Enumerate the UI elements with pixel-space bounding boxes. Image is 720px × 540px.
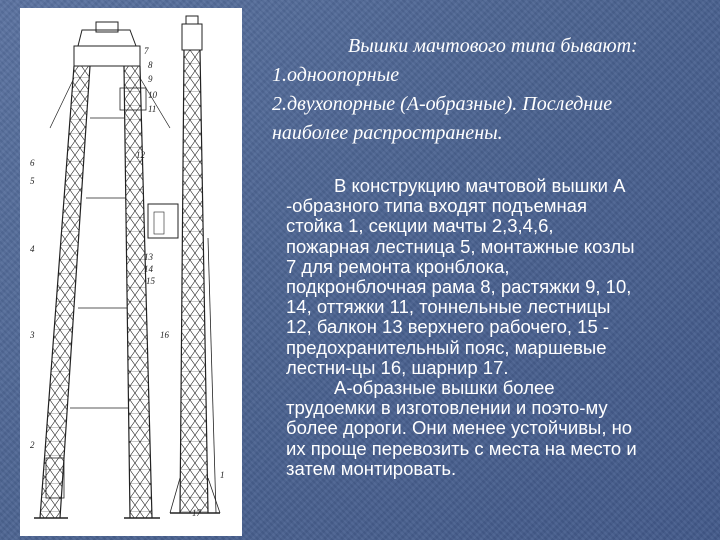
callout-12: 12 bbox=[136, 150, 145, 160]
callout-6: 6 bbox=[30, 158, 35, 168]
heading-line: 2.двухопорные (А-образные). Последние bbox=[272, 93, 613, 115]
callout-5: 5 bbox=[30, 176, 35, 186]
body-line: лестни-цы 16, шарнир 17. bbox=[286, 356, 509, 378]
heading-line: наиболее распространены. bbox=[272, 122, 503, 144]
body-line: А-образные вышки более bbox=[334, 377, 555, 399]
body-line: предохранительный пояс, маршевые bbox=[286, 336, 607, 358]
callout-4: 4 bbox=[30, 244, 35, 254]
body-line: 14, оттяжки 11, тоннельные лестницы bbox=[286, 296, 611, 318]
callout-13: 13 bbox=[144, 252, 153, 262]
callout-3: 3 bbox=[30, 330, 35, 340]
single-mast bbox=[148, 16, 220, 513]
callout-2: 2 bbox=[30, 440, 35, 450]
body-line: их проще перевозить с места на место и bbox=[286, 437, 637, 459]
heading-line: Вышки мачтового типа бывают: bbox=[348, 35, 638, 57]
body-line: стойка 1, секции мачты 2,3,4,6, bbox=[286, 215, 554, 237]
callout-17: 17 bbox=[192, 508, 201, 518]
body-paragraph bbox=[286, 176, 712, 479]
callout-15: 15 bbox=[146, 276, 155, 286]
callout-8: 8 bbox=[148, 60, 153, 70]
body-line: пожарная лестница 5, монтажные козлы bbox=[286, 235, 635, 257]
callout-11: 11 bbox=[148, 104, 157, 114]
callout-16: 16 bbox=[160, 330, 169, 340]
body-line: В конструкцию мачтовой вышки А bbox=[334, 175, 626, 196]
slide-heading bbox=[272, 32, 712, 148]
callout-9: 9 bbox=[148, 74, 153, 84]
callout-10: 10 bbox=[148, 90, 157, 100]
callout-1: 1 bbox=[220, 470, 225, 480]
body-line: более дороги. Они менее устойчивы, но bbox=[286, 417, 633, 439]
body-line: 12, балкон 13 верхнего рабочего, 15 - bbox=[286, 316, 610, 338]
body-line: затем монтировать. bbox=[286, 457, 457, 479]
callout-14: 14 bbox=[144, 264, 153, 274]
heading-line: 1.одноопорные bbox=[272, 64, 400, 86]
body-line: 7 для ремонта кронблока, bbox=[286, 255, 510, 277]
body-line: подкронблочная рама 8, растяжки 9, 10, bbox=[286, 276, 632, 298]
body-line: -образного типа входят подъемная bbox=[286, 195, 587, 217]
derrick-drawing bbox=[20, 8, 242, 536]
body-line: трудоемки в изготовлении и поэто-му bbox=[286, 397, 608, 419]
derrick-drawing-svg bbox=[20, 8, 242, 536]
callout-7: 7 bbox=[144, 46, 149, 56]
